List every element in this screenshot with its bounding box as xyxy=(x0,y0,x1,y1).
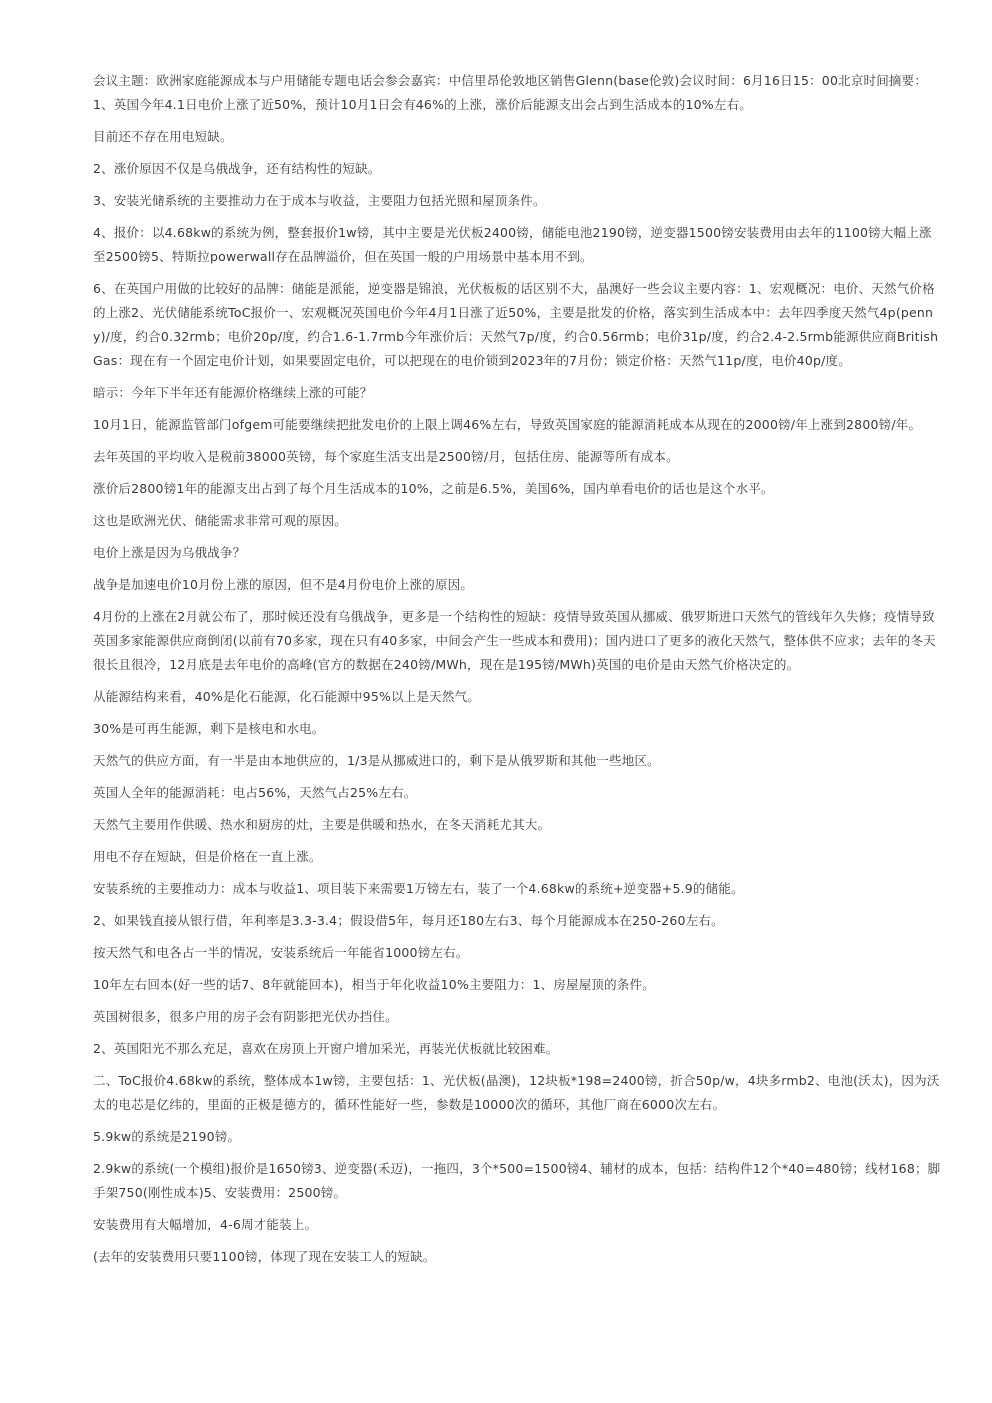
paragraph: 目前还不存在用电短缺。 xyxy=(93,129,233,144)
paragraph: 6、在英国户用做的比较好的品牌：储能是派能，逆变器是锦浪，光伏板板的话区别不大，晶澳好一些会议主要内容：1、宏观概况：电价、天然气价格的上涨2、光伏储能系统ToC报价一、宏观概况英国电价今年4月1日涨了近50%，主要是批发的价格，落实到生活成本中：去年四季度天然气4p(penny)/度，约合0.32rmb；电价20p/度，约合1.6-1.7rmb今年涨价后：天然气7p/度，约合0.56rmb；电价31p/度，约合2.4-2.5rmb能源供应商BritishGas：现在有一个固定电价计划，如果要固定电价，可以把现在的电价锁到2023年的7月份；锁定价格：天然气11p/度，电价40p/度。 xyxy=(93,281,939,368)
paragraph: 英国人全年的能源消耗：电占56%，天然气占25%左右。 xyxy=(93,785,417,800)
document-page xyxy=(93,69,943,1277)
paragraph: 涨价后2800镑1年的能源支出占到了每个月生活成本的10%，之前是6.5%，美国6%，国内单看电价的话也是这个水平。 xyxy=(93,481,774,496)
paragraph: 3、安装光储系统的主要推动力在于成本与收益，主要阻力包括光照和屋顶条件。 xyxy=(93,193,546,208)
paragraph: 2、如果钱直接从银行借，年利率是3.3-3.4；假设借5年，每月还180左右3、每个月能源成本在250-260左右。 xyxy=(93,913,724,928)
paragraph: 30%是可再生能源，剩下是核电和水电。 xyxy=(93,721,325,736)
paragraph: 战争是加速电价10月份上涨的原因，但不是4月份电价上涨的原因。 xyxy=(93,577,474,592)
paragraph: 安装系统的主要推动力：成本与收益1、项目装下来需要1万镑左右，装了一个4.68kw的系统+逆变器+5.9的储能。 xyxy=(93,881,744,896)
paragraph: 这也是欧洲光伏、储能需求非常可观的原因。 xyxy=(93,513,348,528)
paragraph: 10月1日，能源监管部门ofgem可能要继续把批发电价的上限上调46%左右，导致英国家庭的能源消耗成本从现在的2000镑/年上涨到2800镑/年。 xyxy=(93,417,922,432)
paragraph: 2、英国阳光不那么充足，喜欢在房顶上开窗户增加采光，再装光伏板就比较困难。 xyxy=(93,1041,559,1056)
paragraph: 天然气的供应方面，有一半是由本地供应的，1/3是从挪威进口的，剩下是从俄罗斯和其他一些地区。 xyxy=(93,753,660,768)
paragraph: 天然气主要用作供暖、热水和厨房的灶，主要是供暖和热水，在冬天消耗尤其大。 xyxy=(93,817,551,832)
paragraph: 10年左右回本(好一些的话7、8年就能回本)，相当于年化收益10%主要阻力：1、房屋屋顶的条件。 xyxy=(93,977,655,992)
paragraph: 2.9kw的系统(一个模组)报价是1650镑3、逆变器(禾迈)，一拖四，3个*500=1500镑4、辅材的成本，包括：结构件12个*40=480镑；线材168；脚手架750(刚性成本)5、安装费用：2500镑。 xyxy=(93,1161,941,1200)
paragraph: 从能源结构来看，40%是化石能源，化石能源中95%以上是天然气。 xyxy=(93,689,480,704)
paragraph-meeting-summary: 会议主题：欧洲家庭能源成本与户用储能专题电话会参会嘉宾：中信里昂伦敦地区销售Glenn(base伦敦)会议时间：6月16日15：00北京时间摘要：1、英国今年4.1日电价上涨了近50%，预计10月1日会有46%的上涨，涨价后能源支出会占到生活成本的10%左右。 xyxy=(93,73,928,112)
paragraph: 4、报价：以4.68kw的系统为例，整套报价1w镑，其中主要是光伏板2400镑，储能电池2190镑，逆变器1500镑安装费用由去年的1100镑大幅上涨至2500镑5、特斯拉powerwall存在品牌溢价，但在英国一般的户用场景中基本用不到。 xyxy=(93,225,932,264)
paragraph: 安装费用有大幅增加，4-6周才能装上。 xyxy=(93,1217,318,1232)
paragraph: 4月份的上涨在2月就公布了，那时候还没有乌俄战争，更多是一个结构性的短缺：疫情导致英国从挪威、俄罗斯进口天然气的管线年久失修；疫情导致英国多家能源供应商倒闭(以前有70多家，现在只有40多家，中间会产生一些成本和费用)；国内进口了更多的液化天然气，整体供不应求；去年的冬天很长且很冷，12月底是去年电价的高峰(官方的数据在240镑/MWh，现在是195镑/MWh)英国的电价是由天然气价格决定的。 xyxy=(93,609,936,672)
paragraph: 去年英国的平均收入是税前38000英镑，每个家庭生活支出是2500镑/月，包括住房、能源等所有成本。 xyxy=(93,449,679,464)
paragraph: (去年的安装费用只要1100镑，体现了现在安装工人的短缺。 xyxy=(93,1249,436,1264)
paragraph: 5.9kw的系统是2190镑。 xyxy=(93,1129,241,1144)
paragraph: 二、ToC报价4.68kw的系统，整体成本1w镑，主要包括：1、光伏板(晶澳)，12块板*198=2400镑，折合50p/w，4块多rmb2、电池(沃太)，因为沃太的电芯是亿纬的，里面的正极是德方的，循环性能好一些，参数是10000次的循环，其他厂商在6000次左右。 xyxy=(93,1073,940,1112)
paragraph: 2、涨价原因不仅是乌俄战争，还有结构性的短缺。 xyxy=(93,161,381,176)
paragraph: 英国树很多，很多户用的房子会有阴影把光伏办挡住。 xyxy=(93,1009,398,1024)
paragraph: 用电不存在短缺，但是价格在一直上涨。 xyxy=(93,849,322,864)
paragraph: 按天然气和电各占一半的情况，安装系统后一年能省1000镑左右。 xyxy=(93,945,469,960)
paragraph: 电价上涨是因为乌俄战争？ xyxy=(93,545,246,560)
paragraph: 暗示：今年下半年还有能源价格继续上涨的可能？ xyxy=(93,385,373,400)
